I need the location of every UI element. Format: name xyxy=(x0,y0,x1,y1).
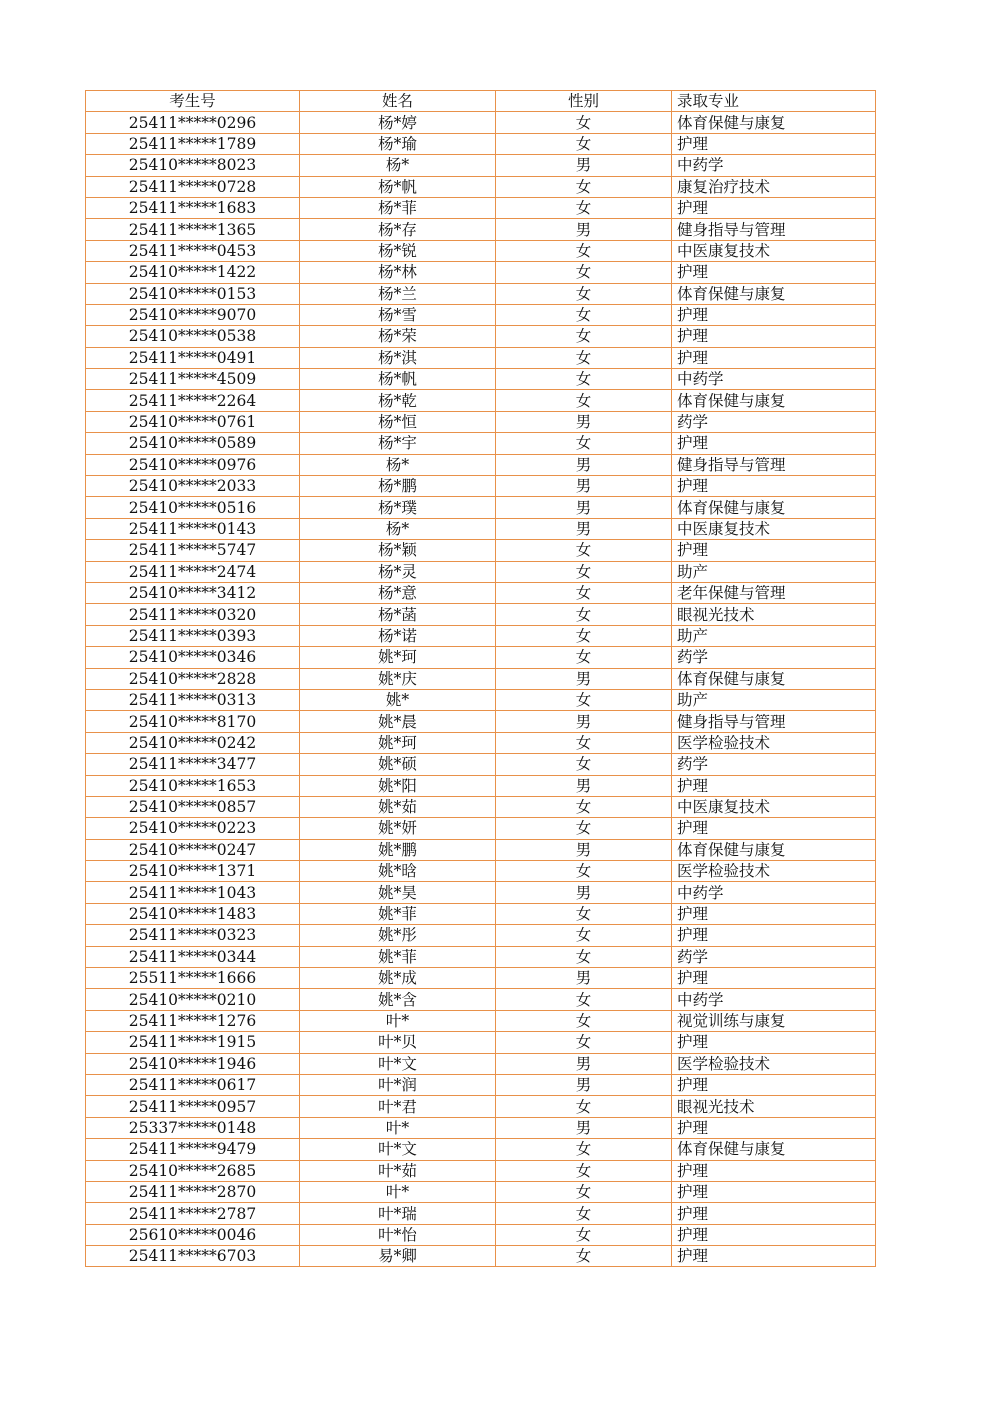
table-row xyxy=(86,1117,876,1138)
table-row xyxy=(86,540,876,561)
exam-id-cell: 25410*****1483 xyxy=(86,903,300,924)
name-cell: 杨*恒 xyxy=(300,411,496,432)
exam-id-cell: 25411*****0344 xyxy=(86,946,300,967)
gender-cell: 女 xyxy=(496,390,672,411)
major-cell: 护理 xyxy=(672,1246,876,1267)
name-cell: 姚*晨 xyxy=(300,711,496,732)
exam-id-cell: 25410*****3412 xyxy=(86,582,300,603)
name-cell: 姚*庆 xyxy=(300,668,496,689)
gender-cell: 男 xyxy=(496,1074,672,1095)
name-cell: 易*卿 xyxy=(300,1246,496,1267)
gender-cell: 男 xyxy=(496,155,672,176)
major-cell: 康复治疗技术 xyxy=(672,176,876,197)
table-row xyxy=(86,411,876,432)
exam-id-cell: 25337*****0148 xyxy=(86,1117,300,1138)
table-row xyxy=(86,796,876,817)
gender-cell: 女 xyxy=(496,1203,672,1224)
major-cell: 中医康复技术 xyxy=(672,518,876,539)
table-row xyxy=(86,240,876,261)
major-cell: 药学 xyxy=(672,946,876,967)
name-cell: 杨*菡 xyxy=(300,604,496,625)
exam-id-cell: 25610*****0046 xyxy=(86,1224,300,1245)
exam-id-cell: 25411*****2264 xyxy=(86,390,300,411)
major-cell: 眼视光技术 xyxy=(672,604,876,625)
table-row xyxy=(86,604,876,625)
table-row xyxy=(86,925,876,946)
table-row xyxy=(86,497,876,518)
name-cell: 姚*晗 xyxy=(300,861,496,882)
exam-id-cell: 25411*****1043 xyxy=(86,882,300,903)
table-row xyxy=(86,262,876,283)
table-row xyxy=(86,347,876,368)
table-row xyxy=(86,219,876,240)
gender-cell: 男 xyxy=(496,775,672,796)
name-cell: 杨*兰 xyxy=(300,283,496,304)
gender-cell: 男 xyxy=(496,219,672,240)
exam-id-cell: 25411*****2474 xyxy=(86,561,300,582)
table-row xyxy=(86,1053,876,1074)
major-cell: 体育保健与康复 xyxy=(672,1139,876,1160)
gender-cell: 女 xyxy=(496,369,672,390)
exam-id-cell: 25411*****0323 xyxy=(86,925,300,946)
table-row xyxy=(86,283,876,304)
name-cell: 杨*意 xyxy=(300,582,496,603)
name-cell: 叶*贝 xyxy=(300,1032,496,1053)
gender-cell: 男 xyxy=(496,518,672,539)
gender-cell: 女 xyxy=(496,1096,672,1117)
gender-cell: 女 xyxy=(496,304,672,325)
exam-id-cell: 25411*****5747 xyxy=(86,540,300,561)
exam-id-cell: 25410*****1371 xyxy=(86,861,300,882)
name-cell: 杨*帆 xyxy=(300,176,496,197)
name-cell: 姚* xyxy=(300,689,496,710)
gender-cell: 女 xyxy=(496,262,672,283)
exam-id-cell: 25410*****1422 xyxy=(86,262,300,283)
gender-cell: 男 xyxy=(496,668,672,689)
major-cell: 老年保健与管理 xyxy=(672,582,876,603)
table-row xyxy=(86,176,876,197)
major-cell: 中医康复技术 xyxy=(672,240,876,261)
name-cell: 姚*昊 xyxy=(300,882,496,903)
major-cell: 护理 xyxy=(672,1224,876,1245)
name-cell: 杨* xyxy=(300,518,496,539)
name-cell: 姚*菲 xyxy=(300,903,496,924)
major-cell: 护理 xyxy=(672,476,876,497)
table-row xyxy=(86,197,876,218)
major-cell: 助产 xyxy=(672,689,876,710)
gender-cell: 女 xyxy=(496,1010,672,1031)
table-row xyxy=(86,433,876,454)
name-cell: 姚*阳 xyxy=(300,775,496,796)
table-row xyxy=(86,155,876,176)
major-cell: 药学 xyxy=(672,411,876,432)
name-cell: 杨*荣 xyxy=(300,326,496,347)
table-row xyxy=(86,476,876,497)
name-cell: 杨*鹏 xyxy=(300,476,496,497)
gender-cell: 女 xyxy=(496,1246,672,1267)
name-cell: 杨*淇 xyxy=(300,347,496,368)
major-cell: 中药学 xyxy=(672,882,876,903)
major-cell: 护理 xyxy=(672,133,876,154)
major-cell: 护理 xyxy=(672,540,876,561)
major-cell: 护理 xyxy=(672,304,876,325)
exam-id-cell: 25411*****6703 xyxy=(86,1246,300,1267)
gender-cell: 女 xyxy=(496,1181,672,1202)
major-cell: 护理 xyxy=(672,326,876,347)
name-cell: 姚*妍 xyxy=(300,818,496,839)
gender-cell: 女 xyxy=(496,283,672,304)
gender-cell: 女 xyxy=(496,112,672,133)
gender-cell: 男 xyxy=(496,476,672,497)
major-cell: 助产 xyxy=(672,625,876,646)
exam-id-cell: 25411*****0320 xyxy=(86,604,300,625)
table-row xyxy=(86,668,876,689)
exam-id-cell: 25410*****0346 xyxy=(86,647,300,668)
name-cell: 姚*彤 xyxy=(300,925,496,946)
table-row xyxy=(86,818,876,839)
table-row xyxy=(86,1096,876,1117)
major-cell: 护理 xyxy=(672,347,876,368)
exam-id-cell: 25410*****0589 xyxy=(86,433,300,454)
gender-cell: 女 xyxy=(496,604,672,625)
table-row xyxy=(86,1246,876,1267)
name-cell: 姚*鹏 xyxy=(300,839,496,860)
name-cell: 杨*存 xyxy=(300,219,496,240)
gender-cell: 女 xyxy=(496,433,672,454)
table-row xyxy=(86,1074,876,1095)
exam-id-cell: 25410*****2033 xyxy=(86,476,300,497)
major-cell: 护理 xyxy=(672,1160,876,1181)
major-cell: 体育保健与康复 xyxy=(672,668,876,689)
table-row xyxy=(86,689,876,710)
gender-cell: 男 xyxy=(496,454,672,475)
exam-id-cell: 25410*****8170 xyxy=(86,711,300,732)
table-row xyxy=(86,839,876,860)
name-cell: 姚*珂 xyxy=(300,732,496,753)
table-row xyxy=(86,1032,876,1053)
exam-id-cell: 25411*****2787 xyxy=(86,1203,300,1224)
table-row xyxy=(86,1203,876,1224)
name-cell: 姚*硕 xyxy=(300,754,496,775)
gender-cell: 女 xyxy=(496,754,672,775)
exam-id-cell: 25411*****1683 xyxy=(86,197,300,218)
table-row xyxy=(86,754,876,775)
major-cell: 中药学 xyxy=(672,155,876,176)
major-cell: 护理 xyxy=(672,818,876,839)
gender-cell: 女 xyxy=(496,240,672,261)
gender-cell: 男 xyxy=(496,497,672,518)
exam-id-cell: 25410*****0538 xyxy=(86,326,300,347)
table-row xyxy=(86,1139,876,1160)
exam-id-cell: 25411*****0313 xyxy=(86,689,300,710)
exam-id-cell: 25411*****4509 xyxy=(86,369,300,390)
gender-cell: 女 xyxy=(496,689,672,710)
table-row xyxy=(86,968,876,989)
major-cell: 护理 xyxy=(672,1117,876,1138)
major-cell: 体育保健与康复 xyxy=(672,497,876,518)
exam-id-cell: 25410*****0242 xyxy=(86,732,300,753)
header-gender: 性别 xyxy=(496,91,672,112)
gender-cell: 女 xyxy=(496,925,672,946)
name-cell: 叶*君 xyxy=(300,1096,496,1117)
major-cell: 健身指导与管理 xyxy=(672,454,876,475)
gender-cell: 女 xyxy=(496,946,672,967)
table-header-row xyxy=(86,91,876,112)
table-row xyxy=(86,1010,876,1031)
name-cell: 叶* xyxy=(300,1010,496,1031)
table-row xyxy=(86,625,876,646)
name-cell: 姚*茹 xyxy=(300,796,496,817)
major-cell: 护理 xyxy=(672,903,876,924)
gender-cell: 男 xyxy=(496,411,672,432)
major-cell: 助产 xyxy=(672,561,876,582)
major-cell: 护理 xyxy=(672,197,876,218)
name-cell: 杨* xyxy=(300,454,496,475)
gender-cell: 女 xyxy=(496,133,672,154)
exam-id-cell: 25411*****0957 xyxy=(86,1096,300,1117)
gender-cell: 男 xyxy=(496,711,672,732)
gender-cell: 男 xyxy=(496,968,672,989)
header-major: 录取专业 xyxy=(672,91,876,112)
gender-cell: 男 xyxy=(496,839,672,860)
table-row xyxy=(86,882,876,903)
exam-id-cell: 25410*****0516 xyxy=(86,497,300,518)
gender-cell: 女 xyxy=(496,625,672,646)
table-row xyxy=(86,861,876,882)
name-cell: 叶*瑞 xyxy=(300,1203,496,1224)
table-row xyxy=(86,561,876,582)
name-cell: 杨*帆 xyxy=(300,369,496,390)
name-cell: 杨*璞 xyxy=(300,497,496,518)
gender-cell: 女 xyxy=(496,647,672,668)
name-cell: 叶*茹 xyxy=(300,1160,496,1181)
major-cell: 医学检验技术 xyxy=(672,1053,876,1074)
major-cell: 体育保健与康复 xyxy=(672,283,876,304)
major-cell: 护理 xyxy=(672,968,876,989)
gender-cell: 女 xyxy=(496,1032,672,1053)
exam-id-cell: 25410*****0223 xyxy=(86,818,300,839)
table-row xyxy=(86,112,876,133)
name-cell: 杨*婷 xyxy=(300,112,496,133)
gender-cell: 女 xyxy=(496,1224,672,1245)
table-row xyxy=(86,390,876,411)
gender-cell: 男 xyxy=(496,1117,672,1138)
major-cell: 中药学 xyxy=(672,989,876,1010)
header-exam-id: 考生号 xyxy=(86,91,300,112)
table-row xyxy=(86,989,876,1010)
exam-id-cell: 25410*****1946 xyxy=(86,1053,300,1074)
table-row xyxy=(86,1181,876,1202)
name-cell: 叶*润 xyxy=(300,1074,496,1095)
major-cell: 护理 xyxy=(672,775,876,796)
gender-cell: 女 xyxy=(496,903,672,924)
exam-id-cell: 25410*****0210 xyxy=(86,989,300,1010)
exam-id-cell: 25411*****0393 xyxy=(86,625,300,646)
major-cell: 健身指导与管理 xyxy=(672,219,876,240)
exam-id-cell: 25410*****0976 xyxy=(86,454,300,475)
table-row xyxy=(86,903,876,924)
major-cell: 健身指导与管理 xyxy=(672,711,876,732)
table-row xyxy=(86,1160,876,1181)
gender-cell: 女 xyxy=(496,1139,672,1160)
major-cell: 中药学 xyxy=(672,369,876,390)
name-cell: 叶*文 xyxy=(300,1053,496,1074)
major-cell: 护理 xyxy=(672,925,876,946)
exam-id-cell: 25411*****0728 xyxy=(86,176,300,197)
name-cell: 杨*灵 xyxy=(300,561,496,582)
name-cell: 杨*雪 xyxy=(300,304,496,325)
gender-cell: 女 xyxy=(496,818,672,839)
gender-cell: 女 xyxy=(496,326,672,347)
name-cell: 姚*菲 xyxy=(300,946,496,967)
major-cell: 药学 xyxy=(672,647,876,668)
exam-id-cell: 25410*****9070 xyxy=(86,304,300,325)
exam-id-cell: 25411*****0296 xyxy=(86,112,300,133)
exam-id-cell: 25410*****2828 xyxy=(86,668,300,689)
major-cell: 护理 xyxy=(672,1203,876,1224)
exam-id-cell: 25411*****1276 xyxy=(86,1010,300,1031)
name-cell: 姚*含 xyxy=(300,989,496,1010)
name-cell: 姚*成 xyxy=(300,968,496,989)
exam-id-cell: 25410*****0857 xyxy=(86,796,300,817)
gender-cell: 女 xyxy=(496,347,672,368)
table-row xyxy=(86,454,876,475)
major-cell: 护理 xyxy=(672,1181,876,1202)
exam-id-cell: 25410*****8023 xyxy=(86,155,300,176)
exam-id-cell: 25411*****0453 xyxy=(86,240,300,261)
table-row xyxy=(86,369,876,390)
table-row xyxy=(86,1224,876,1245)
exam-id-cell: 25410*****0247 xyxy=(86,839,300,860)
exam-id-cell: 25411*****0491 xyxy=(86,347,300,368)
exam-id-cell: 25411*****0143 xyxy=(86,518,300,539)
gender-cell: 女 xyxy=(496,197,672,218)
exam-id-cell: 25411*****2870 xyxy=(86,1181,300,1202)
table-row xyxy=(86,133,876,154)
exam-id-cell: 25411*****1915 xyxy=(86,1032,300,1053)
exam-id-cell: 25410*****0153 xyxy=(86,283,300,304)
table-row xyxy=(86,732,876,753)
exam-id-cell: 25411*****1789 xyxy=(86,133,300,154)
header-name: 姓名 xyxy=(300,91,496,112)
gender-cell: 女 xyxy=(496,582,672,603)
major-cell: 护理 xyxy=(672,262,876,283)
table-row xyxy=(86,711,876,732)
table-row xyxy=(86,582,876,603)
name-cell: 叶*文 xyxy=(300,1139,496,1160)
name-cell: 杨*诺 xyxy=(300,625,496,646)
exam-id-cell: 25410*****0761 xyxy=(86,411,300,432)
major-cell: 体育保健与康复 xyxy=(672,112,876,133)
name-cell: 叶* xyxy=(300,1117,496,1138)
gender-cell: 女 xyxy=(496,1160,672,1181)
table-row xyxy=(86,946,876,967)
exam-id-cell: 25411*****0617 xyxy=(86,1074,300,1095)
major-cell: 护理 xyxy=(672,433,876,454)
table-row xyxy=(86,326,876,347)
major-cell: 体育保健与康复 xyxy=(672,390,876,411)
major-cell: 体育保健与康复 xyxy=(672,839,876,860)
table-row xyxy=(86,647,876,668)
gender-cell: 女 xyxy=(496,540,672,561)
major-cell: 医学检验技术 xyxy=(672,861,876,882)
gender-cell: 男 xyxy=(496,1053,672,1074)
name-cell: 杨*瑜 xyxy=(300,133,496,154)
exam-id-cell: 25411*****1365 xyxy=(86,219,300,240)
name-cell: 叶* xyxy=(300,1181,496,1202)
major-cell: 药学 xyxy=(672,754,876,775)
name-cell: 叶*怡 xyxy=(300,1224,496,1245)
name-cell: 杨* xyxy=(300,155,496,176)
exam-id-cell: 25410*****2685 xyxy=(86,1160,300,1181)
major-cell: 护理 xyxy=(672,1032,876,1053)
name-cell: 杨*颖 xyxy=(300,540,496,561)
major-cell: 医学检验技术 xyxy=(672,732,876,753)
gender-cell: 女 xyxy=(496,796,672,817)
exam-id-cell: 25410*****1653 xyxy=(86,775,300,796)
major-cell: 眼视光技术 xyxy=(672,1096,876,1117)
admission-table xyxy=(85,90,876,1267)
name-cell: 杨*锐 xyxy=(300,240,496,261)
name-cell: 姚*珂 xyxy=(300,647,496,668)
name-cell: 杨*乾 xyxy=(300,390,496,411)
exam-id-cell: 25511*****1666 xyxy=(86,968,300,989)
major-cell: 视觉训练与康复 xyxy=(672,1010,876,1031)
exam-id-cell: 25411*****9479 xyxy=(86,1139,300,1160)
major-cell: 护理 xyxy=(672,1074,876,1095)
gender-cell: 女 xyxy=(496,732,672,753)
table-row xyxy=(86,775,876,796)
name-cell: 杨*林 xyxy=(300,262,496,283)
exam-id-cell: 25411*****3477 xyxy=(86,754,300,775)
major-cell: 中医康复技术 xyxy=(672,796,876,817)
table-row xyxy=(86,304,876,325)
gender-cell: 女 xyxy=(496,989,672,1010)
gender-cell: 男 xyxy=(496,882,672,903)
name-cell: 杨*宇 xyxy=(300,433,496,454)
gender-cell: 女 xyxy=(496,861,672,882)
name-cell: 杨*菲 xyxy=(300,197,496,218)
table-row xyxy=(86,518,876,539)
gender-cell: 女 xyxy=(496,561,672,582)
gender-cell: 女 xyxy=(496,176,672,197)
